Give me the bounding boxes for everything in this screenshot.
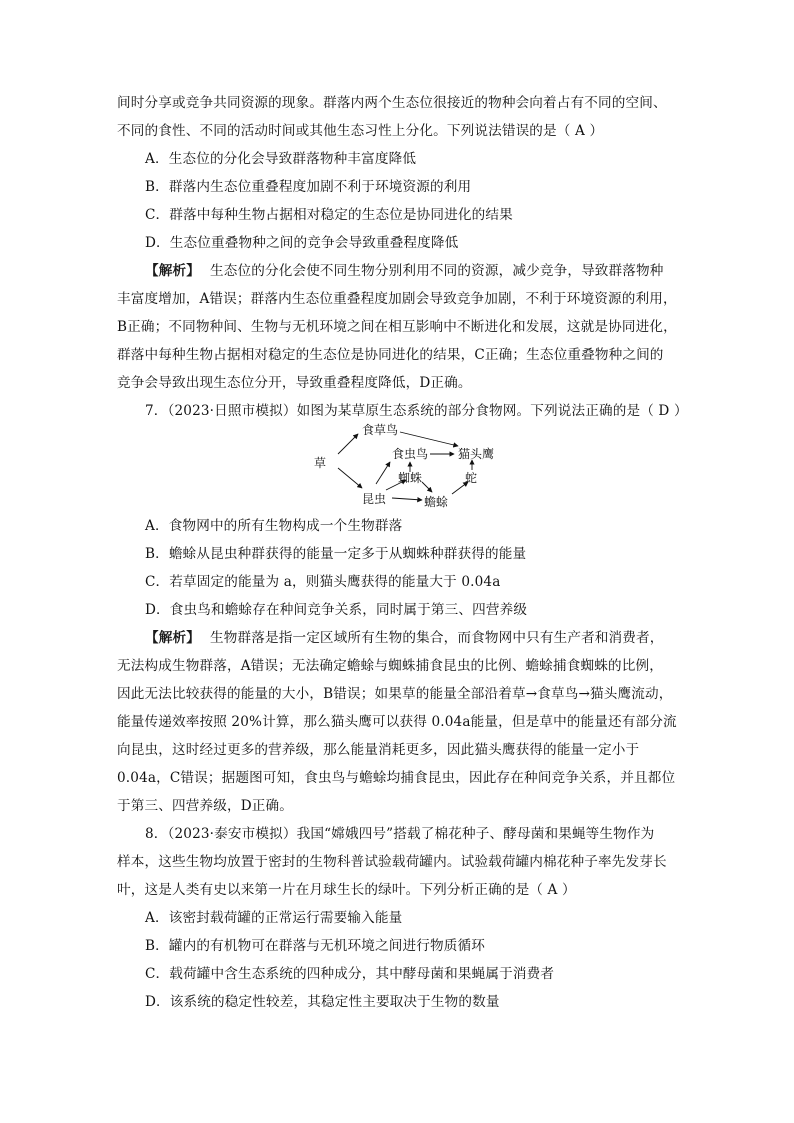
q7-option-a: A．食物网中的所有生物构成一个生物群落 [145,518,403,534]
node-owl: 猫头鹰 [458,447,495,461]
q6-analysis-label: 【解析】 [145,263,200,279]
node-grasshopper-bird: 食草鸟 [362,423,399,437]
q6-analysis-line-1 [145,262,664,280]
q7-analysis-line-2: 无法构成生物群落，A错误；无法确定蟾蜍与蜘蛛捕食昆虫的比例、蟾蜍捕食蜘蛛的比例， [117,658,663,674]
q7-option-d: D．食虫鸟和蟾蜍存在种间竞争关系，同时属于第三、四营养级 [145,602,528,618]
q7-analysis-line-1 [145,629,664,647]
q7-option-c: C．若草固定的能量为 a，则猫头鹰获得的能量大于 0.04a [145,574,501,590]
q6-stem-line-2: 不同的食性、不同的活动时间或其他生态习性上分化。下列说法错误的是（ A ） [117,123,604,139]
node-insect: 昆虫 [362,492,387,506]
q7-analysis-line-3: 因此无法比较获得的能量的大小，B错误；如果草的能量全部沿着草→食草鸟→猫头鹰流动， [117,686,673,702]
q7-analysis-line-4: 能量传递效率按照 20%计算，那么猫头鹰可以获得 0.04a能量，但是草中的能量还有部分流 [117,714,677,730]
q7-option-b: B．蟾蜍从昆虫种群获得的能量一定多于从蜘蛛种群获得的能量 [145,546,527,562]
arrow-spider-to-toad [422,482,432,492]
arrow-insect-to-toad [392,498,422,500]
q7-analysis-line-5: 向昆虫，这时经过更多的营养级，那么能量消耗更多，因此猫头鹰获得的能量一定小于 [117,742,640,758]
q7-analysis-line-7: 于第三、四营养级，D正确。 [117,798,293,814]
q6-analysis-line-2: 丰富度增加，A错误；群落内生态位重叠程度加剧会导致竞争加剧，不利于环境资源的利用， [117,291,677,307]
node-grass: 草 [314,456,327,470]
q6-analysis-text-1: 生态位的分化会使不同生物分别利用不同的资源，减少竞争，导致群落物种 [209,263,664,279]
arrow-grass-to-insect [338,468,362,488]
q6-stem-line-1: 间时分享或竞争共同资源的现象。群落内两个生态位很接近的物种会向着占有不同的空间、 [117,95,667,111]
arrow-grasshopper-bird-to-owl [400,432,458,446]
q6-option-b: B．群落内生态位重叠程度加剧不利于环境资源的利用 [145,179,472,195]
q7-analysis-text-1: 生物群落是指一定区域所有生物的集合，而食物网中只有生产者和消费者， [209,630,664,646]
q6-option-c: C．群落中每种生物占据相对稳定的生态位是协同进化的结果 [145,207,513,223]
q7-analysis-line-6: 0.04a，C错误；据题图可知，食虫鸟与蟾蜍均捕食昆虫，因此存在种间竞争关系，并且都位 [117,770,676,786]
q8-stem-line-3: 叶，这是人类有史以来第一片在月球生长的绿叶。下列分析正确的是（ A ） [117,882,576,898]
q6-option-d: D．生态位重叠物种之间的竞争会导致重叠程度降低 [145,235,459,251]
node-insectivore-bird: 食虫鸟 [392,447,429,461]
q8-stem-line-1: 8．（2023·泰安市模拟）我国“嫦娥四号”搭载了棉花种子、酵母菌和果蝇等生物作为 [145,826,655,842]
q8-option-b: B．罐内的有机物可在群落与无机环境之间进行物质循环 [145,938,485,954]
q8-option-a: A．该密封载荷罐的正常运行需要输入能量 [145,910,403,926]
food-web-diagram [310,420,530,512]
q7-analysis-label: 【解析】 [145,630,200,646]
q6-option-a: A．生态位的分化会导致群落物种丰富度降低 [145,151,417,167]
arrow-insect-to-insectivore-bird [376,462,390,484]
q8-stem-line-2: 样本，这些生物均放置于密封的生物科普试验载荷罐内。试验载荷罐内棉花种子率先发芽长 [117,854,667,870]
q6-analysis-line-3: B正确；不同物种间、生物与无机环境之间在相互影响中不断进化和发展，这就是协同进化， [117,319,677,335]
node-spider: 蜘蛛 [398,471,423,485]
q6-analysis-line-5: 竞争会导致出现生态位分开，导致重叠程度降低，D正确。 [117,375,472,391]
q6-analysis-line-4: 群落中每种生物占据相对稳定的生态位是协同进化的结果，C正确；生态位重叠物种之间的 [117,347,664,363]
node-snake: 蛇 [465,471,478,485]
node-toad: 蟾蜍 [424,495,449,509]
q8-option-c: C．载荷罐中含生态系统的四种成分，其中酵母菌和果蝇属于消费者 [145,966,555,982]
q7-stem: 7．（2023·日照市模拟）如图为某草原生态系统的部分食物网。下列说法正确的是（ D ） [145,403,688,419]
q8-option-d: D．该系统的稳定性较差，其稳定性主要取决于生物的数量 [145,994,500,1010]
arrow-grass-to-grasshopper-bird [338,434,358,454]
